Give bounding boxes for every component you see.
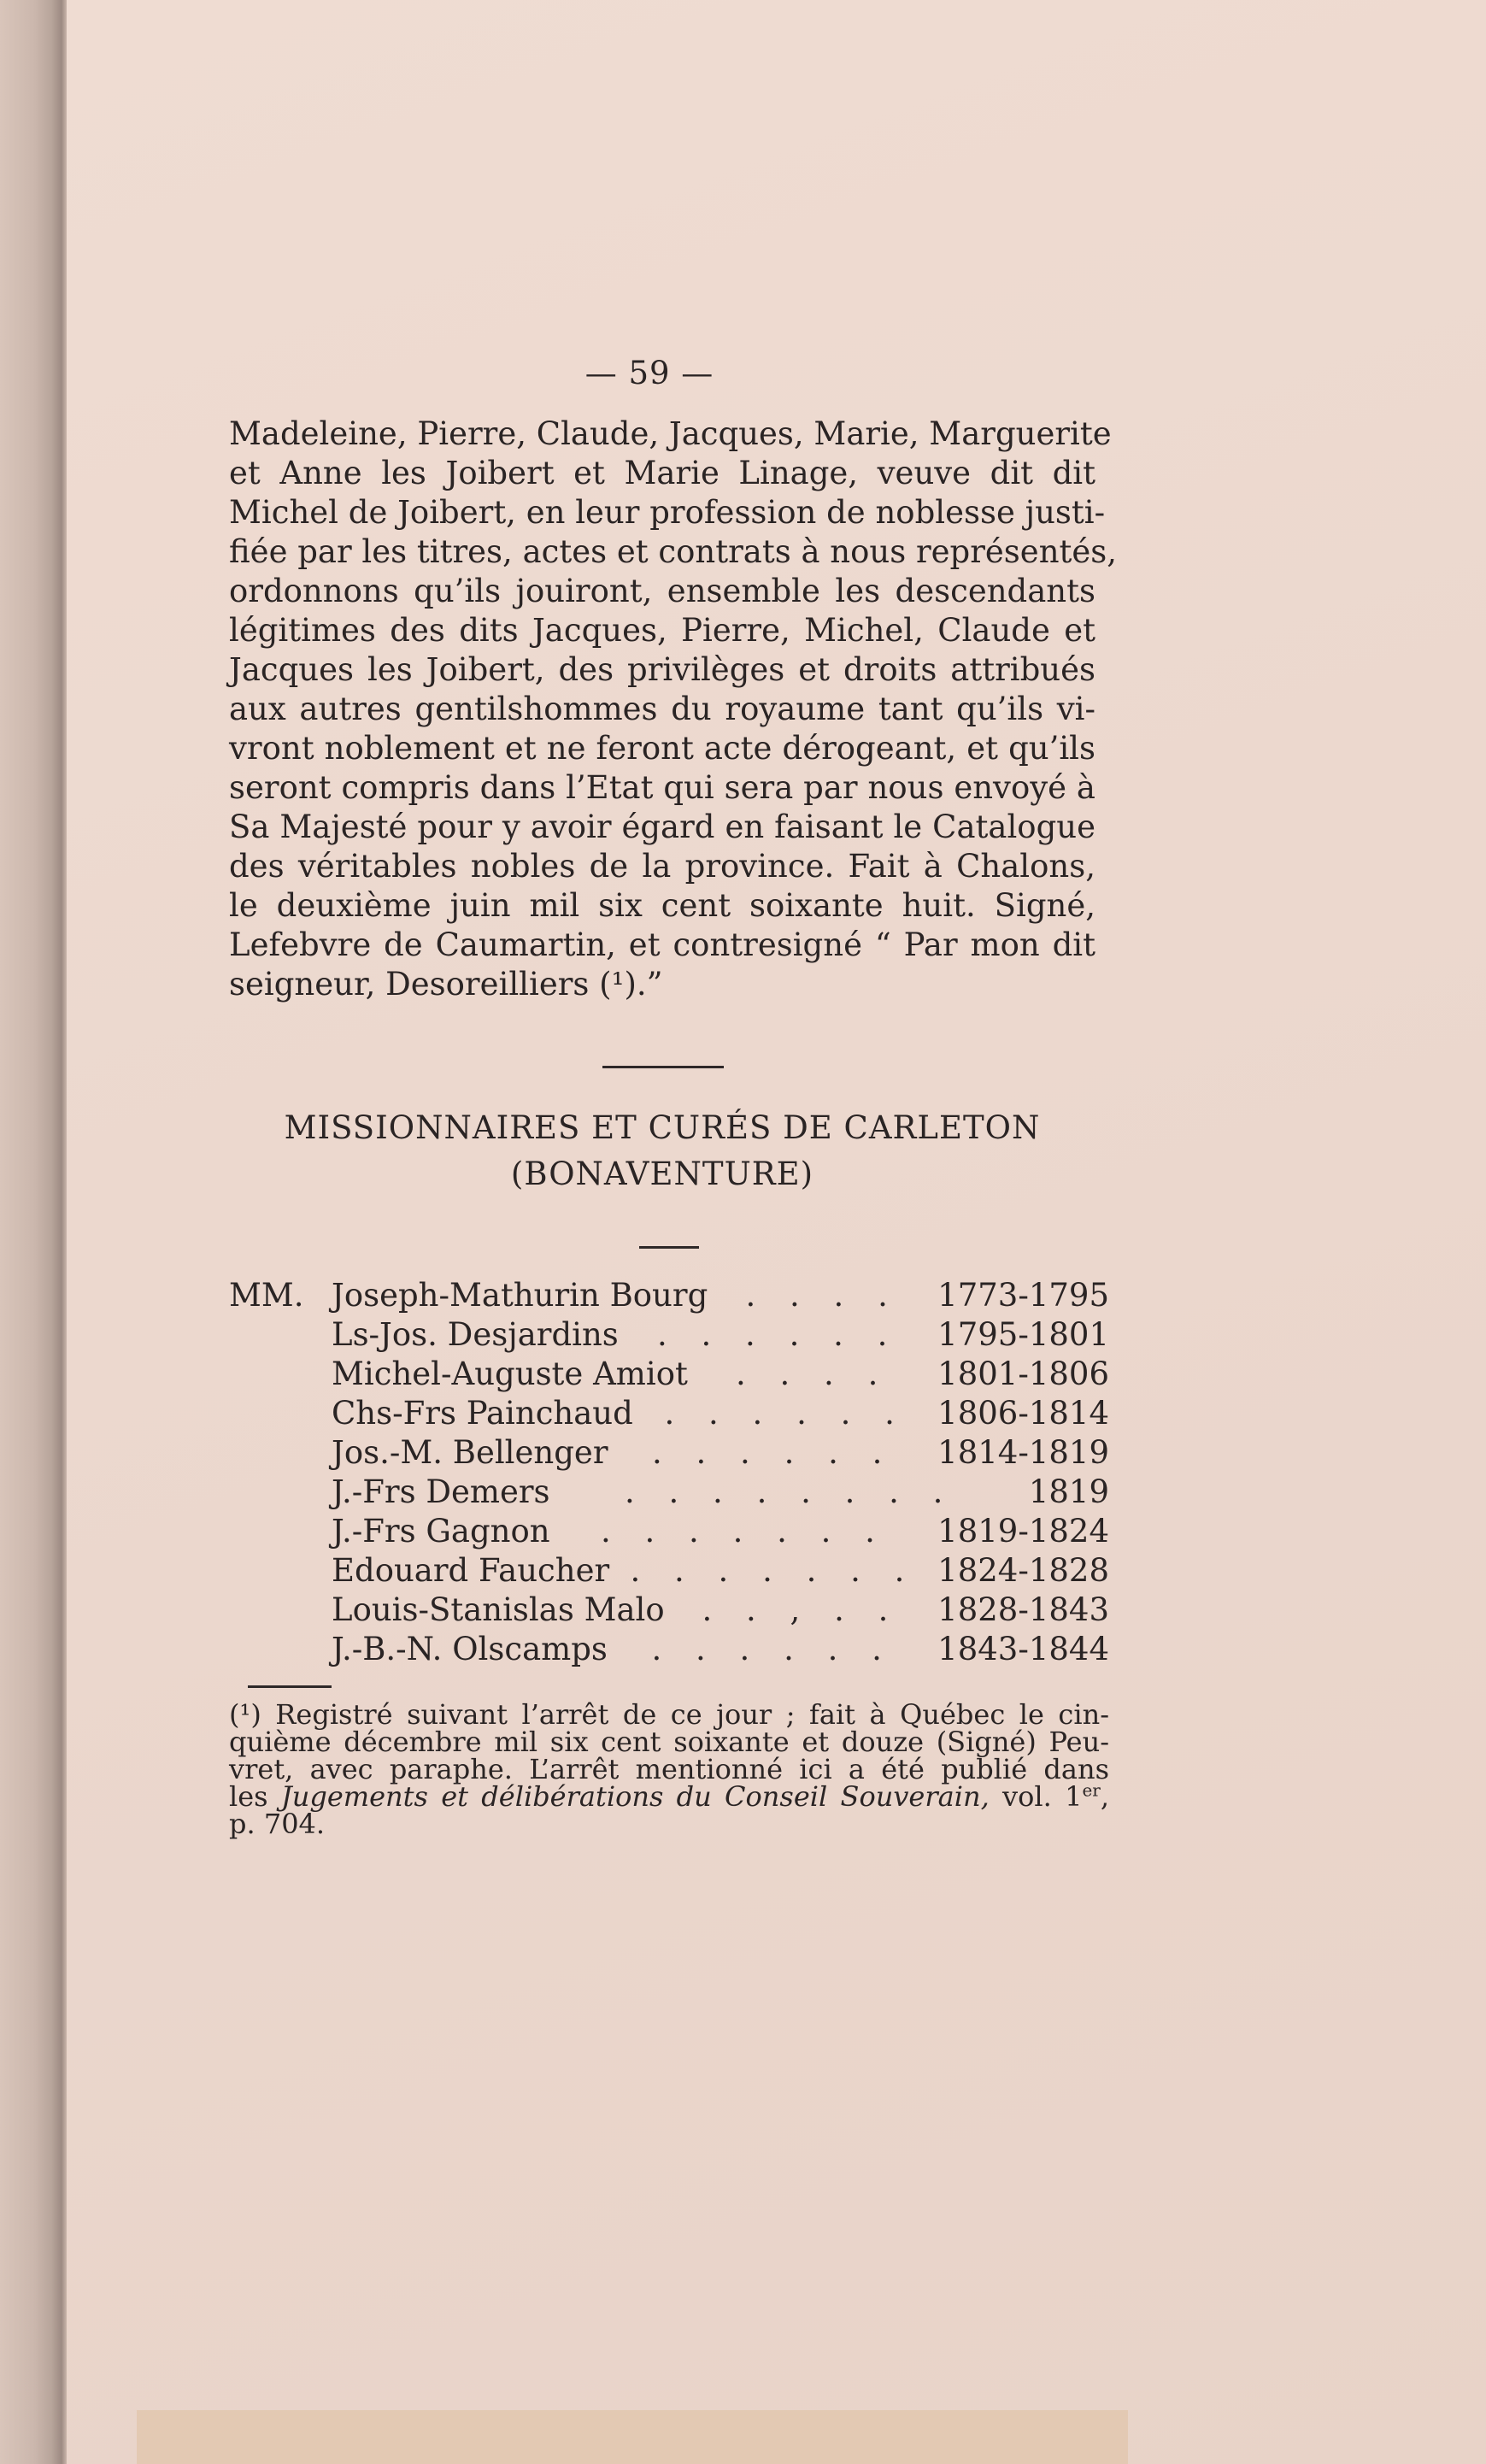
- body-line: Sa Majesté pour y avoir égard en faisant le Catalogue: [229, 809, 1095, 845]
- clergy-name: Chs-Frs Painchaud: [332, 1395, 633, 1432]
- leader-dots: . . . . . .: [652, 1434, 895, 1471]
- cited-work-title: Jugements et délibérations du Conseil Souverain,: [280, 1780, 990, 1813]
- leader-dots: . . , . .: [702, 1591, 901, 1628]
- body-paragraph: [229, 415, 1118, 1004]
- clergy-name: J.-Frs Gagnon: [332, 1513, 550, 1550]
- leader-dots: . . . . . .: [651, 1631, 894, 1667]
- footnote-line: p. 704.: [229, 1808, 326, 1840]
- body-line: vront noblement et ne feront acte dérogeant, et qu’ils: [229, 730, 1095, 767]
- body-line: légitimes des dits Jacques, Pierre, Michel, Claude et: [229, 612, 1095, 649]
- service-years: 1814-1819: [937, 1434, 1109, 1471]
- body-line: ordonnons qu’ils jouiront, ensemble les descendants: [229, 573, 1095, 609]
- body-line: des véritables nobles de la province. Fait à Chalons,: [229, 848, 1095, 885]
- body-line: Michel de Joibert, en leur profession de noblesse justi-: [229, 494, 1106, 531]
- body-line: aux autres gentilshommes du royaume tant qu’ils vi-: [229, 691, 1095, 727]
- list-item: [229, 1552, 1109, 1589]
- body-line: Lefebvre de Caumartin, et contresigné “ Par mon dit: [229, 926, 1095, 963]
- body-line: Madeleine, Pierre, Claude, Jacques, Marie, Marguerite: [229, 415, 1112, 452]
- list-item: [229, 1513, 1109, 1550]
- leader-dots: . . . . . .: [657, 1316, 900, 1353]
- section-heading: MISSIONNAIRES ET CURÉS DE CARLETON: [284, 1109, 1041, 1146]
- service-years: 1828-1843: [937, 1591, 1109, 1628]
- clergy-name: J.-B.-N. Olscamps: [332, 1631, 608, 1667]
- service-years: 1819: [1028, 1473, 1109, 1510]
- heading-divider: [639, 1246, 699, 1249]
- page-paper: [67, 0, 1486, 2464]
- list-item: [229, 1277, 1109, 1314]
- footnote-divider: [248, 1685, 332, 1688]
- leader-dots: . . . .: [745, 1277, 900, 1314]
- clergy-name: Jos.-M. Bellenger: [332, 1434, 608, 1471]
- leader-dots: . . . . . . .: [601, 1513, 887, 1550]
- body-line: et Anne les Joibert et Marie Linage, veuve dit dit: [229, 455, 1095, 491]
- body-line: seigneur, Desoreilliers (¹).”: [229, 966, 663, 1003]
- footnote-line: vret, avec paraphe. L’arrêt mentionné ici a été publié dans: [229, 1753, 1109, 1785]
- page-edge-strip: [137, 2410, 1128, 2464]
- footnote-line: quième décembre mil six cent soixante et douze (Signé) Peu-: [229, 1726, 1109, 1758]
- service-years: 1806-1814: [937, 1395, 1109, 1432]
- clergy-name: Joseph-Mathurin Bourg: [332, 1277, 708, 1314]
- section-subheading: (BONAVENTURE): [510, 1156, 814, 1192]
- service-years: 1824-1828: [937, 1552, 1109, 1589]
- list-item: [229, 1473, 1109, 1510]
- list-item: [229, 1355, 1109, 1392]
- clergy-name: Michel-Auguste Amiot: [332, 1355, 688, 1392]
- clergy-name: Louis-Stanislas Malo: [332, 1591, 665, 1628]
- footnote-line: les Jugements et délibérations du Conseil Souverain, vol. 1er,: [229, 1779, 1110, 1813]
- list-prefix: MM.: [229, 1277, 304, 1314]
- service-years: 1773-1795: [937, 1277, 1109, 1314]
- section-divider: [602, 1066, 724, 1068]
- page-number: — 59 —: [584, 355, 714, 391]
- leader-dots: . . . . . . .: [630, 1552, 917, 1589]
- list-item: [229, 1434, 1109, 1471]
- list-item: [229, 1316, 1109, 1353]
- leader-dots: . . . .: [736, 1355, 890, 1392]
- service-years: 1801-1806: [937, 1355, 1109, 1392]
- clergy-name: Ls-Jos. Desjardins: [332, 1316, 619, 1353]
- clergy-name: J.-Frs Demers: [332, 1473, 550, 1510]
- leader-dots: . . . . . .: [664, 1395, 907, 1432]
- footnote: [229, 1698, 1110, 1840]
- service-years: 1819-1824: [937, 1513, 1109, 1550]
- footnote-marker: (¹): [229, 1698, 261, 1731]
- list-item: [229, 1631, 1109, 1667]
- list-item: [229, 1591, 1109, 1628]
- clergy-list: [229, 1277, 1109, 1675]
- body-line: Jacques les Joibert, des privilèges et droits attribués: [229, 651, 1095, 688]
- footnote-line: (¹) Registré suivant l’arrêt de ce jour ; fait à Québec le cin-: [229, 1698, 1109, 1731]
- leader-dots: . . . . . . . .: [625, 1473, 955, 1510]
- body-line: seront compris dans l’Etat qui sera par nous envoyé à: [229, 769, 1095, 806]
- list-item: [229, 1395, 1109, 1432]
- service-years: 1795-1801: [937, 1316, 1109, 1353]
- service-years: 1843-1844: [937, 1631, 1109, 1667]
- body-line: fiée par les titres, actes et contrats à nous représentés,: [229, 533, 1118, 570]
- clergy-name: Edouard Faucher: [332, 1552, 610, 1589]
- body-line: le deuxième juin mil six cent soixante huit. Signé,: [229, 887, 1095, 924]
- book-gutter: [0, 0, 67, 2464]
